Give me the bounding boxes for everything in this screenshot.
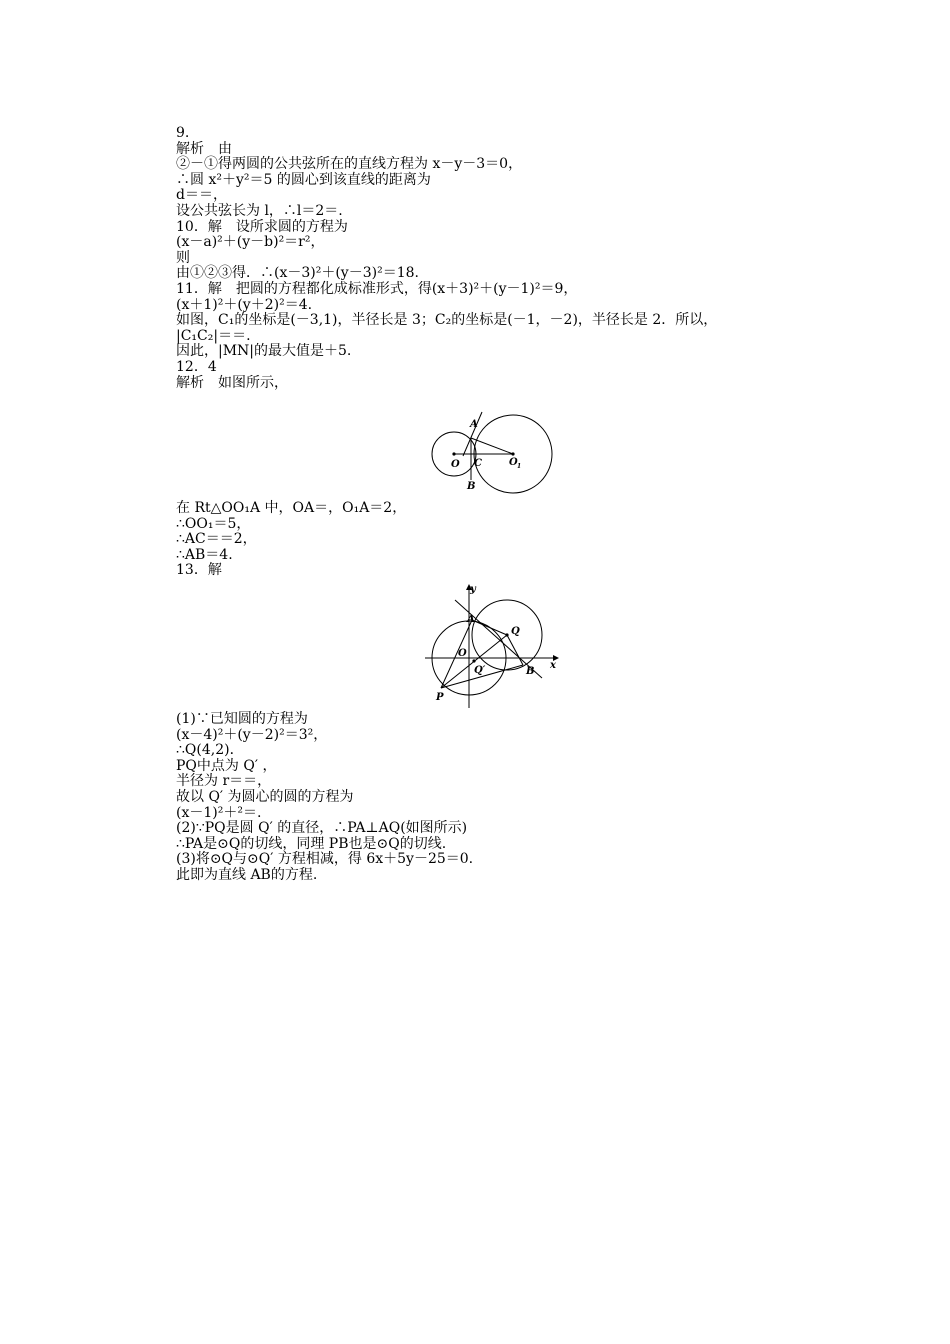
point-q-prime	[472, 659, 475, 662]
text-line: 半径为 r＝＝，	[176, 773, 272, 790]
label-o: O	[458, 648, 467, 659]
text-line: ∴AB＝4.	[176, 546, 233, 563]
text-line: (2)∵PQ是圆 Q′ 的直径，∴PA⊥AQ(如图所示)	[176, 820, 468, 837]
text-line: 13．解	[176, 562, 222, 579]
text-line: (x－4)²＋(y－2)²＝3²，	[176, 726, 328, 743]
coordinate-circles-figure	[420, 580, 565, 710]
text-line: (1)∵已知圆的方程为	[176, 711, 308, 727]
text-line: (3)将⊙Q与⊙Q′ 方程相减，得 6x＋5y－25＝0.	[176, 851, 474, 868]
label-b: B	[467, 481, 476, 492]
solutions-9-to-12	[176, 126, 856, 391]
text-line: ∴圆 x²＋y²＝5 的圆心到该直线的距离为	[176, 171, 431, 188]
label-b: B	[526, 666, 535, 677]
text-line: 如图，C₁的坐标是(－3,1)，半径长是 3；C₂的坐标是(－1，－2)，半径长是 2．所以，	[176, 312, 718, 329]
label-o1-subscript: 1	[517, 463, 522, 470]
label-o: O	[451, 459, 460, 470]
text-line: 9.	[176, 125, 190, 141]
segment-a-o1	[471, 438, 513, 454]
text-line: 由①②③得．∴(x－3)²＋(y－3)²＝18.	[176, 265, 419, 282]
label-a: A	[470, 419, 478, 430]
segment-pa	[441, 620, 472, 688]
text-line: ∴Q(4,2)．	[176, 742, 244, 759]
label-q: Q	[511, 626, 520, 637]
text-line: ②－①得两圆的公共弦所在的直线方程为 x－y－3＝0，	[176, 156, 523, 173]
text-line: 11．解 把圆的方程都化成标准形式，得(x＋3)²＋(y－1)²＝9，	[176, 280, 578, 297]
text-line: PQ中点为 Q′ ，	[176, 757, 277, 774]
text-line: 解析 如图所示，	[176, 374, 288, 391]
text-line: (x－a)²＋(y－b)²＝r²，	[176, 234, 325, 251]
text-line: |C₁C₂|＝＝.	[176, 327, 251, 344]
text-line: 此即为直线 AB的方程.	[176, 866, 318, 883]
point-o	[452, 452, 455, 455]
label-a: A	[467, 614, 475, 625]
solution-13-parts	[176, 712, 856, 884]
segment-qb	[507, 635, 523, 665]
label-x: x	[550, 660, 556, 671]
label-c: C	[474, 458, 482, 469]
text-line: 因此，|MN|的最大值是＋5.	[176, 343, 352, 360]
text-line: 故以 Q′ 为圆心的圆的方程为	[176, 788, 354, 805]
two-circles-figure	[425, 410, 555, 496]
text-line: 在 Rt△OO₁A 中，OA＝，O₁A＝2，	[176, 500, 407, 516]
label-y: y	[470, 584, 476, 595]
text-line: ∴AC＝＝2，	[176, 531, 257, 548]
label-q-prime: Q′	[474, 665, 486, 676]
text-line: (x＋1)²＋(y＋2)²＝4.	[176, 296, 313, 313]
text-line: 12．4	[176, 358, 217, 375]
text-line: d＝＝，	[176, 187, 227, 204]
label-o1: O	[509, 457, 518, 468]
text-line: 解析 由	[176, 140, 232, 157]
solution-12-13	[176, 501, 856, 579]
point-o1	[511, 452, 514, 455]
text-line: (x－1)²＋²＝.	[176, 804, 262, 821]
point-q	[505, 633, 508, 636]
text-line: ∴OO₁＝5，	[176, 515, 251, 532]
text-line: 10．解 设所求圆的方程为	[176, 218, 348, 235]
text-line: 则	[176, 249, 190, 266]
segment-aq	[472, 620, 507, 635]
label-p: P	[436, 692, 444, 703]
text-line: ∴PA是⊙Q的切线，同理 PB也是⊙Q的切线.	[176, 835, 447, 852]
text-line: 设公共弦长为 l，∴l＝2＝.	[176, 202, 343, 219]
